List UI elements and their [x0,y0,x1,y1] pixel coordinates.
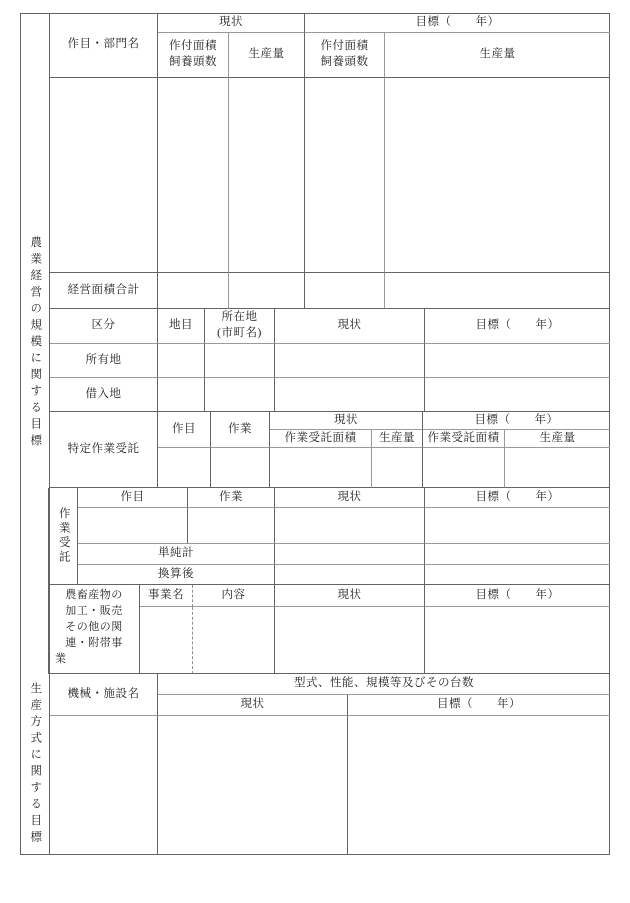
section-label-method-goal-text: 生産方式に関する目標 [29,682,42,847]
row-converted-current[interactable] [275,565,425,585]
header-specific-target-yield: 生産量 [505,430,610,448]
header-equipment-name: 機械・施設名 [50,674,158,716]
row-owned-land-label: 所有地 [50,344,158,378]
row-total-area-current-yield[interactable] [229,272,305,309]
section-label-scale-goal-text: 農業経営の規模に関する目標 [29,236,42,451]
header-work-sagyo: 作業 [188,488,275,508]
label-processing-business: 農畜産物の 加工・販売 その他の関 連・附帯事 業 [48,585,140,674]
header-chimoku: 地目 [158,309,205,344]
row-equipment-target[interactable] [348,716,610,855]
header-kubun: 区分 [50,309,158,344]
label-specific-work-contract: 特定作業受託 [50,412,158,488]
header-land-target: 目標（ 年） [425,309,610,344]
row-converted-target[interactable] [425,565,610,585]
row-total-area-target-yield[interactable] [385,272,610,309]
header-shozaichi: 所在地 (市町名) [205,309,275,344]
row-specific-target-yield[interactable] [505,448,610,488]
row-specific-current-yield[interactable] [372,448,423,488]
agricultural-plan-form [20,13,610,855]
header-specific-current-group: 現状 [270,412,423,430]
row-equipment-current[interactable] [158,716,348,855]
crop-entry-body-current-yield[interactable] [229,78,305,272]
label-work-contract [48,488,78,585]
header-current-area: 作付面積 飼養頭数 [158,33,229,78]
row-rented-land-target[interactable] [425,378,610,412]
label-work-contract-text: 作業受託 [57,507,70,565]
row-rented-land-current[interactable] [275,378,425,412]
row-total-area-current-area[interactable] [158,272,229,309]
header-specific-target-area: 作業受託面積 [423,430,505,448]
row-business-content[interactable] [193,607,275,674]
row-specific-sagyo[interactable] [211,448,270,488]
header-specific-current-yield: 生産量 [372,430,423,448]
crop-entry-body-target-yield[interactable] [385,78,610,272]
row-business-name[interactable] [140,607,193,674]
header-business-name: 事業名 [140,585,193,607]
header-specific-sagyo: 作業 [211,412,270,448]
row-simple-total-target[interactable] [425,544,610,565]
row-owned-land-shozaichi[interactable] [205,344,275,378]
row-business-current[interactable] [275,607,425,674]
row-specific-sakumoku[interactable] [158,448,211,488]
row-specific-target-area[interactable] [423,448,505,488]
header-target-yield: 生産量 [385,33,610,78]
header-target-area: 作付面積 飼養頭数 [305,33,385,78]
header-work-target: 目標（ 年） [425,488,610,508]
row-owned-land-chimoku[interactable] [158,344,205,378]
header-specific-target-group: 目標（ 年） [423,412,610,430]
row-converted-label: 換算後 [78,565,275,585]
row-owned-land-target[interactable] [425,344,610,378]
row-total-area-target-area[interactable] [305,272,385,309]
row-rented-land-label: 借入地 [50,378,158,412]
section-label-method-goal [20,674,50,855]
row-rented-land-chimoku[interactable] [158,378,205,412]
header-target-group: 目標（ 年） [305,13,610,33]
crop-entry-body-current-area[interactable] [158,78,229,272]
header-current-group: 現状 [158,13,305,33]
row-simple-total-current[interactable] [275,544,425,565]
header-equipment-spec: 型式、性能、規模等及びその台数 [158,674,610,695]
row-simple-total-label: 単純計 [78,544,275,565]
header-current-yield: 生産量 [229,33,305,78]
row-total-area-label: 経営面積合計 [50,272,158,309]
header-crop-name: 作目・部門名 [50,13,158,78]
row-business-target[interactable] [425,607,610,674]
section-label-scale-goal [20,13,50,674]
crop-entry-body-target-area[interactable] [305,78,385,272]
row-specific-current-area[interactable] [270,448,372,488]
row-work-sakumoku[interactable] [78,508,188,544]
header-business-target: 目標（ 年） [425,585,610,607]
header-equipment-current: 現状 [158,695,348,716]
row-equipment-name[interactable] [50,716,158,855]
header-business-current: 現状 [275,585,425,607]
header-work-current: 現状 [275,488,425,508]
row-work-current[interactable] [275,508,425,544]
row-work-target[interactable] [425,508,610,544]
row-work-sagyo[interactable] [188,508,275,544]
crop-entry-body-name[interactable] [50,78,158,272]
row-owned-land-current[interactable] [275,344,425,378]
header-specific-current-area: 作業受託面積 [270,430,372,448]
row-rented-land-shozaichi[interactable] [205,378,275,412]
header-land-current: 現状 [275,309,425,344]
header-specific-sakumoku: 作目 [158,412,211,448]
header-equipment-target: 目標（ 年） [348,695,610,716]
header-work-sakumoku: 作目 [78,488,188,508]
header-business-content: 内容 [193,585,275,607]
